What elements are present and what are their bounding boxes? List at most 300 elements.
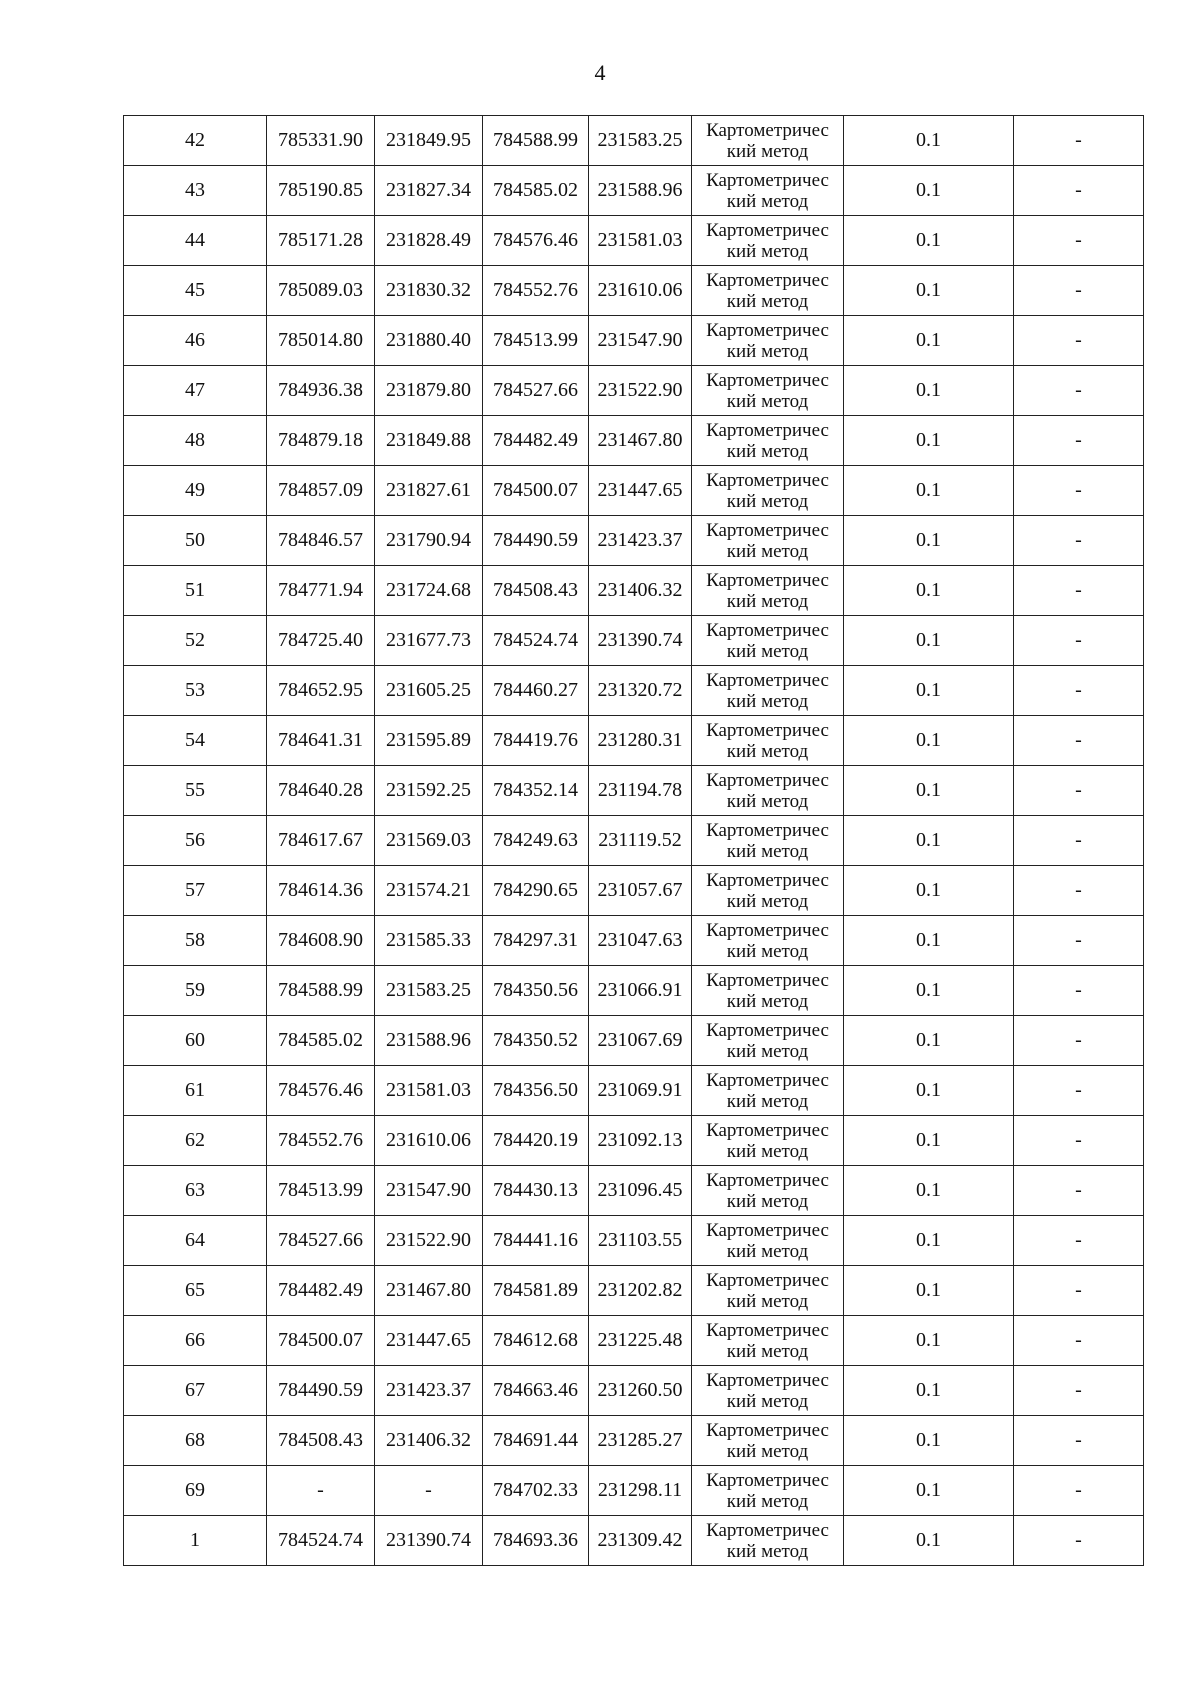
cell-method	[692, 1516, 844, 1566]
cell-method	[692, 1216, 844, 1266]
cell-method	[692, 1316, 844, 1366]
cell-x2: 784581.89	[483, 1266, 589, 1316]
cell-extra: -	[1014, 1366, 1144, 1416]
cell-accuracy: 0.1	[844, 316, 1014, 366]
cell-x2: 784663.46	[483, 1366, 589, 1416]
cell-point: 53	[124, 666, 267, 716]
cell-method	[692, 716, 844, 766]
cell-y1: 231879.80	[375, 366, 483, 416]
cell-accuracy: 0.1	[844, 716, 1014, 766]
method-line: кий метод	[726, 640, 809, 662]
cell-method	[692, 666, 844, 716]
method-line: Картометричес	[706, 719, 829, 741]
cell-point: 57	[124, 866, 267, 916]
cell-point: 67	[124, 1366, 267, 1416]
cell-x1: 784585.02	[267, 1016, 375, 1066]
method-line: кий метод	[726, 690, 809, 712]
coordinates-table-container	[123, 115, 1143, 1566]
cell-extra: -	[1014, 816, 1144, 866]
cell-x1: 785190.85	[267, 166, 375, 216]
cell-y1: 231827.61	[375, 466, 483, 516]
cell-y1: 231827.34	[375, 166, 483, 216]
method-line: Картометричес	[706, 1269, 829, 1291]
table-row	[124, 466, 1144, 516]
cell-x1: 784617.67	[267, 816, 375, 866]
cell-point: 59	[124, 966, 267, 1016]
table-row	[124, 1466, 1144, 1516]
cell-x2: 784508.43	[483, 566, 589, 616]
cell-accuracy: 0.1	[844, 1516, 1014, 1566]
cell-y1: 231849.95	[375, 116, 483, 166]
method-line: Картометричес	[706, 769, 829, 791]
cell-extra: -	[1014, 1216, 1144, 1266]
cell-method	[692, 266, 844, 316]
cell-y1: 231595.89	[375, 716, 483, 766]
method-line: Картометричес	[706, 369, 829, 391]
cell-x2: 784419.76	[483, 716, 589, 766]
cell-point: 66	[124, 1316, 267, 1366]
cell-x2: 784585.02	[483, 166, 589, 216]
cell-method	[692, 366, 844, 416]
cell-extra: -	[1014, 416, 1144, 466]
cell-method	[692, 416, 844, 466]
cell-point: 58	[124, 916, 267, 966]
cell-x1: 784527.66	[267, 1216, 375, 1266]
method-line: кий метод	[726, 990, 809, 1012]
cell-point: 1	[124, 1516, 267, 1566]
cell-y2: 231202.82	[589, 1266, 692, 1316]
cell-method	[692, 766, 844, 816]
cell-y2: 231092.13	[589, 1116, 692, 1166]
cell-point: 65	[124, 1266, 267, 1316]
cell-accuracy: 0.1	[844, 1116, 1014, 1166]
cell-x2: 784612.68	[483, 1316, 589, 1366]
cell-y2: 231119.52	[589, 816, 692, 866]
cell-y1: 231790.94	[375, 516, 483, 566]
method-line: Картометричес	[706, 1319, 829, 1341]
cell-extra: -	[1014, 316, 1144, 366]
cell-x2: 784576.46	[483, 216, 589, 266]
cell-x2: 784513.99	[483, 316, 589, 366]
method-line: кий метод	[726, 940, 809, 962]
cell-x1: 784641.31	[267, 716, 375, 766]
cell-accuracy: 0.1	[844, 1216, 1014, 1266]
cell-accuracy: 0.1	[844, 266, 1014, 316]
cell-point: 51	[124, 566, 267, 616]
cell-y2: 231547.90	[589, 316, 692, 366]
table-row	[124, 1166, 1144, 1216]
cell-x2: 784430.13	[483, 1166, 589, 1216]
cell-y2: 231320.72	[589, 666, 692, 716]
method-line: Картометричес	[706, 1369, 829, 1391]
cell-extra: -	[1014, 366, 1144, 416]
cell-x2: 784702.33	[483, 1466, 589, 1516]
table-row	[124, 266, 1144, 316]
cell-y1: 231423.37	[375, 1366, 483, 1416]
cell-accuracy: 0.1	[844, 766, 1014, 816]
method-line: Картометричес	[706, 1219, 829, 1241]
cell-method	[692, 866, 844, 916]
table-row	[124, 666, 1144, 716]
table-row	[124, 316, 1144, 366]
cell-x1: 785014.80	[267, 316, 375, 366]
method-line: кий метод	[726, 740, 809, 762]
method-line: Картометричес	[706, 419, 829, 441]
cell-extra: -	[1014, 716, 1144, 766]
cell-y2: 231583.25	[589, 116, 692, 166]
table-row	[124, 1066, 1144, 1116]
cell-method	[692, 1416, 844, 1466]
table-row	[124, 1366, 1144, 1416]
cell-y1: -	[375, 1466, 483, 1516]
cell-x1: 784490.59	[267, 1366, 375, 1416]
cell-accuracy: 0.1	[844, 916, 1014, 966]
cell-method	[692, 1166, 844, 1216]
method-line: Картометричес	[706, 219, 829, 241]
table-row	[124, 966, 1144, 1016]
cell-y2: 231047.63	[589, 916, 692, 966]
cell-y2: 231581.03	[589, 216, 692, 266]
cell-method	[692, 566, 844, 616]
method-line: кий метод	[726, 1540, 809, 1562]
cell-method	[692, 916, 844, 966]
cell-x2: 784350.56	[483, 966, 589, 1016]
cell-extra: -	[1014, 216, 1144, 266]
cell-point: 63	[124, 1166, 267, 1216]
cell-y1: 231610.06	[375, 1116, 483, 1166]
cell-extra: -	[1014, 466, 1144, 516]
cell-x2: 784297.31	[483, 916, 589, 966]
method-line: кий метод	[726, 140, 809, 162]
table-row	[124, 1516, 1144, 1566]
cell-accuracy: 0.1	[844, 1166, 1014, 1216]
cell-y1: 231724.68	[375, 566, 483, 616]
table-body	[124, 116, 1144, 1566]
cell-x2: 784693.36	[483, 1516, 589, 1566]
method-line: Картометричес	[706, 1169, 829, 1191]
method-line: Картометричес	[706, 319, 829, 341]
cell-y2: 231260.50	[589, 1366, 692, 1416]
table-row	[124, 166, 1144, 216]
cell-extra: -	[1014, 1316, 1144, 1366]
cell-point: 48	[124, 416, 267, 466]
cell-y2: 231066.91	[589, 966, 692, 1016]
cell-accuracy: 0.1	[844, 616, 1014, 666]
cell-extra: -	[1014, 1266, 1144, 1316]
cell-method	[692, 516, 844, 566]
page-number: 4	[594, 60, 606, 85]
cell-x1: 784614.36	[267, 866, 375, 916]
cell-accuracy: 0.1	[844, 1466, 1014, 1516]
cell-method	[692, 1116, 844, 1166]
method-line: Картометричес	[706, 1419, 829, 1441]
cell-method	[692, 316, 844, 366]
method-line: кий метод	[726, 840, 809, 862]
method-line: Картометричес	[706, 1119, 829, 1141]
method-line: кий метод	[726, 790, 809, 812]
cell-y1: 231447.65	[375, 1316, 483, 1366]
cell-extra: -	[1014, 166, 1144, 216]
method-line: кий метод	[726, 290, 809, 312]
method-line: Картометричес	[706, 469, 829, 491]
table-row	[124, 366, 1144, 416]
cell-extra: -	[1014, 116, 1144, 166]
cell-x1: 784513.99	[267, 1166, 375, 1216]
cell-y2: 231390.74	[589, 616, 692, 666]
coordinates-table	[123, 115, 1144, 1566]
cell-y2: 231610.06	[589, 266, 692, 316]
cell-x2: 784691.44	[483, 1416, 589, 1466]
cell-method	[692, 1466, 844, 1516]
cell-point: 69	[124, 1466, 267, 1516]
method-line: кий метод	[726, 1290, 809, 1312]
cell-point: 43	[124, 166, 267, 216]
method-line: Картометричес	[706, 619, 829, 641]
method-line: Картометричес	[706, 819, 829, 841]
method-line: кий метод	[726, 1440, 809, 1462]
cell-accuracy: 0.1	[844, 866, 1014, 916]
cell-x1: 784652.95	[267, 666, 375, 716]
cell-point: 44	[124, 216, 267, 266]
cell-extra: -	[1014, 1066, 1144, 1116]
method-line: Картометричес	[706, 569, 829, 591]
cell-x2: 784527.66	[483, 366, 589, 416]
cell-y2: 231194.78	[589, 766, 692, 816]
cell-point: 45	[124, 266, 267, 316]
cell-point: 46	[124, 316, 267, 366]
cell-x1: 784508.43	[267, 1416, 375, 1466]
cell-accuracy: 0.1	[844, 1316, 1014, 1366]
cell-y1: 231849.88	[375, 416, 483, 466]
cell-method	[692, 1366, 844, 1416]
cell-accuracy: 0.1	[844, 1016, 1014, 1066]
table-row	[124, 866, 1144, 916]
table-row	[124, 1216, 1144, 1266]
cell-y2: 231423.37	[589, 516, 692, 566]
method-line: кий метод	[726, 1390, 809, 1412]
table-row	[124, 416, 1144, 466]
cell-extra: -	[1014, 1016, 1144, 1066]
method-line: кий метод	[726, 190, 809, 212]
cell-accuracy: 0.1	[844, 116, 1014, 166]
cell-x1: -	[267, 1466, 375, 1516]
cell-x1: 784879.18	[267, 416, 375, 466]
method-line: Картометричес	[706, 1519, 829, 1541]
cell-point: 54	[124, 716, 267, 766]
method-line: Картометричес	[706, 1069, 829, 1091]
cell-y1: 231583.25	[375, 966, 483, 1016]
cell-x2: 784588.99	[483, 116, 589, 166]
method-line: Картометричес	[706, 869, 829, 891]
cell-y2: 231522.90	[589, 366, 692, 416]
cell-y2: 231069.91	[589, 1066, 692, 1116]
cell-x2: 784441.16	[483, 1216, 589, 1266]
cell-x2: 784552.76	[483, 266, 589, 316]
cell-y1: 231467.80	[375, 1266, 483, 1316]
cell-x1: 784482.49	[267, 1266, 375, 1316]
cell-point: 64	[124, 1216, 267, 1266]
cell-x2: 784356.50	[483, 1066, 589, 1116]
cell-method	[692, 1066, 844, 1116]
cell-accuracy: 0.1	[844, 166, 1014, 216]
cell-point: 52	[124, 616, 267, 666]
cell-extra: -	[1014, 616, 1144, 666]
cell-x2: 784350.52	[483, 1016, 589, 1066]
cell-y2: 231309.42	[589, 1516, 692, 1566]
cell-extra: -	[1014, 1116, 1144, 1166]
cell-y1: 231828.49	[375, 216, 483, 266]
table-row	[124, 1416, 1144, 1466]
cell-point: 60	[124, 1016, 267, 1066]
cell-y1: 231830.32	[375, 266, 483, 316]
cell-x1: 784846.57	[267, 516, 375, 566]
cell-x2: 784490.59	[483, 516, 589, 566]
cell-point: 47	[124, 366, 267, 416]
cell-point: 42	[124, 116, 267, 166]
cell-x1: 785331.90	[267, 116, 375, 166]
cell-extra: -	[1014, 1516, 1144, 1566]
cell-y2: 231096.45	[589, 1166, 692, 1216]
cell-y1: 231588.96	[375, 1016, 483, 1066]
method-line: Картометричес	[706, 919, 829, 941]
method-line: кий метод	[726, 890, 809, 912]
table-row	[124, 616, 1144, 666]
cell-y2: 231103.55	[589, 1216, 692, 1266]
cell-accuracy: 0.1	[844, 366, 1014, 416]
cell-accuracy: 0.1	[844, 1266, 1014, 1316]
method-line: кий метод	[726, 540, 809, 562]
method-line: кий метод	[726, 240, 809, 262]
table-row	[124, 716, 1144, 766]
cell-y2: 231447.65	[589, 466, 692, 516]
cell-point: 61	[124, 1066, 267, 1116]
cell-x1: 785171.28	[267, 216, 375, 266]
cell-x2: 784524.74	[483, 616, 589, 666]
cell-y1: 231605.25	[375, 666, 483, 716]
cell-x2: 784352.14	[483, 766, 589, 816]
cell-method	[692, 966, 844, 1016]
method-line: кий метод	[726, 1240, 809, 1262]
cell-method	[692, 166, 844, 216]
cell-y1: 231592.25	[375, 766, 483, 816]
cell-y2: 231298.11	[589, 1466, 692, 1516]
cell-x1: 784640.28	[267, 766, 375, 816]
cell-x1: 785089.03	[267, 266, 375, 316]
cell-accuracy: 0.1	[844, 566, 1014, 616]
cell-x1: 784524.74	[267, 1516, 375, 1566]
cell-accuracy: 0.1	[844, 416, 1014, 466]
table-row	[124, 916, 1144, 966]
cell-x1: 784857.09	[267, 466, 375, 516]
method-line: Картометричес	[706, 1019, 829, 1041]
cell-point: 68	[124, 1416, 267, 1466]
method-line: Картометричес	[706, 969, 829, 991]
method-line: Картометричес	[706, 119, 829, 141]
cell-y1: 231585.33	[375, 916, 483, 966]
table-row	[124, 116, 1144, 166]
cell-extra: -	[1014, 916, 1144, 966]
cell-x1: 784588.99	[267, 966, 375, 1016]
cell-accuracy: 0.1	[844, 1366, 1014, 1416]
method-line: кий метод	[726, 1340, 809, 1362]
cell-method	[692, 1016, 844, 1066]
method-line: кий метод	[726, 440, 809, 462]
cell-x2: 784249.63	[483, 816, 589, 866]
table-row	[124, 766, 1144, 816]
cell-extra: -	[1014, 1166, 1144, 1216]
cell-x2: 784482.49	[483, 416, 589, 466]
cell-extra: -	[1014, 566, 1144, 616]
cell-point: 55	[124, 766, 267, 816]
cell-accuracy: 0.1	[844, 1066, 1014, 1116]
cell-x2: 784420.19	[483, 1116, 589, 1166]
method-line: Картометричес	[706, 269, 829, 291]
cell-x1: 784608.90	[267, 916, 375, 966]
cell-y1: 231880.40	[375, 316, 483, 366]
method-line: Картометричес	[706, 669, 829, 691]
cell-y2: 231280.31	[589, 716, 692, 766]
cell-method	[692, 466, 844, 516]
cell-y1: 231406.32	[375, 1416, 483, 1466]
cell-y1: 231547.90	[375, 1166, 483, 1216]
cell-y2: 231057.67	[589, 866, 692, 916]
cell-y1: 231569.03	[375, 816, 483, 866]
table-row	[124, 1266, 1144, 1316]
cell-x2: 784500.07	[483, 466, 589, 516]
cell-x2: 784290.65	[483, 866, 589, 916]
cell-accuracy: 0.1	[844, 216, 1014, 266]
method-line: Картометричес	[706, 519, 829, 541]
cell-extra: -	[1014, 966, 1144, 1016]
table-row	[124, 1116, 1144, 1166]
cell-point: 56	[124, 816, 267, 866]
cell-x1: 784771.94	[267, 566, 375, 616]
cell-method	[692, 216, 844, 266]
method-line: кий метод	[726, 1190, 809, 1212]
method-line: кий метод	[726, 390, 809, 412]
cell-x1: 784936.38	[267, 366, 375, 416]
cell-y2: 231467.80	[589, 416, 692, 466]
cell-y1: 231390.74	[375, 1516, 483, 1566]
method-line: кий метод	[726, 590, 809, 612]
method-line: кий метод	[726, 1490, 809, 1512]
method-line: кий метод	[726, 1140, 809, 1162]
cell-y1: 231574.21	[375, 866, 483, 916]
cell-y2: 231285.27	[589, 1416, 692, 1466]
cell-x1: 784725.40	[267, 616, 375, 666]
table-row	[124, 566, 1144, 616]
cell-y1: 231522.90	[375, 1216, 483, 1266]
method-line: кий метод	[726, 1090, 809, 1112]
cell-method	[692, 616, 844, 666]
method-line: кий метод	[726, 490, 809, 512]
cell-x1: 784576.46	[267, 1066, 375, 1116]
cell-accuracy: 0.1	[844, 1416, 1014, 1466]
table-row	[124, 516, 1144, 566]
cell-method	[692, 116, 844, 166]
cell-extra: -	[1014, 266, 1144, 316]
cell-x1: 784500.07	[267, 1316, 375, 1366]
method-line: Картометричес	[706, 169, 829, 191]
cell-point: 49	[124, 466, 267, 516]
cell-y1: 231581.03	[375, 1066, 483, 1116]
cell-extra: -	[1014, 866, 1144, 916]
cell-extra: -	[1014, 1416, 1144, 1466]
cell-point: 50	[124, 516, 267, 566]
cell-point: 62	[124, 1116, 267, 1166]
cell-x1: 784552.76	[267, 1116, 375, 1166]
cell-y2: 231225.48	[589, 1316, 692, 1366]
